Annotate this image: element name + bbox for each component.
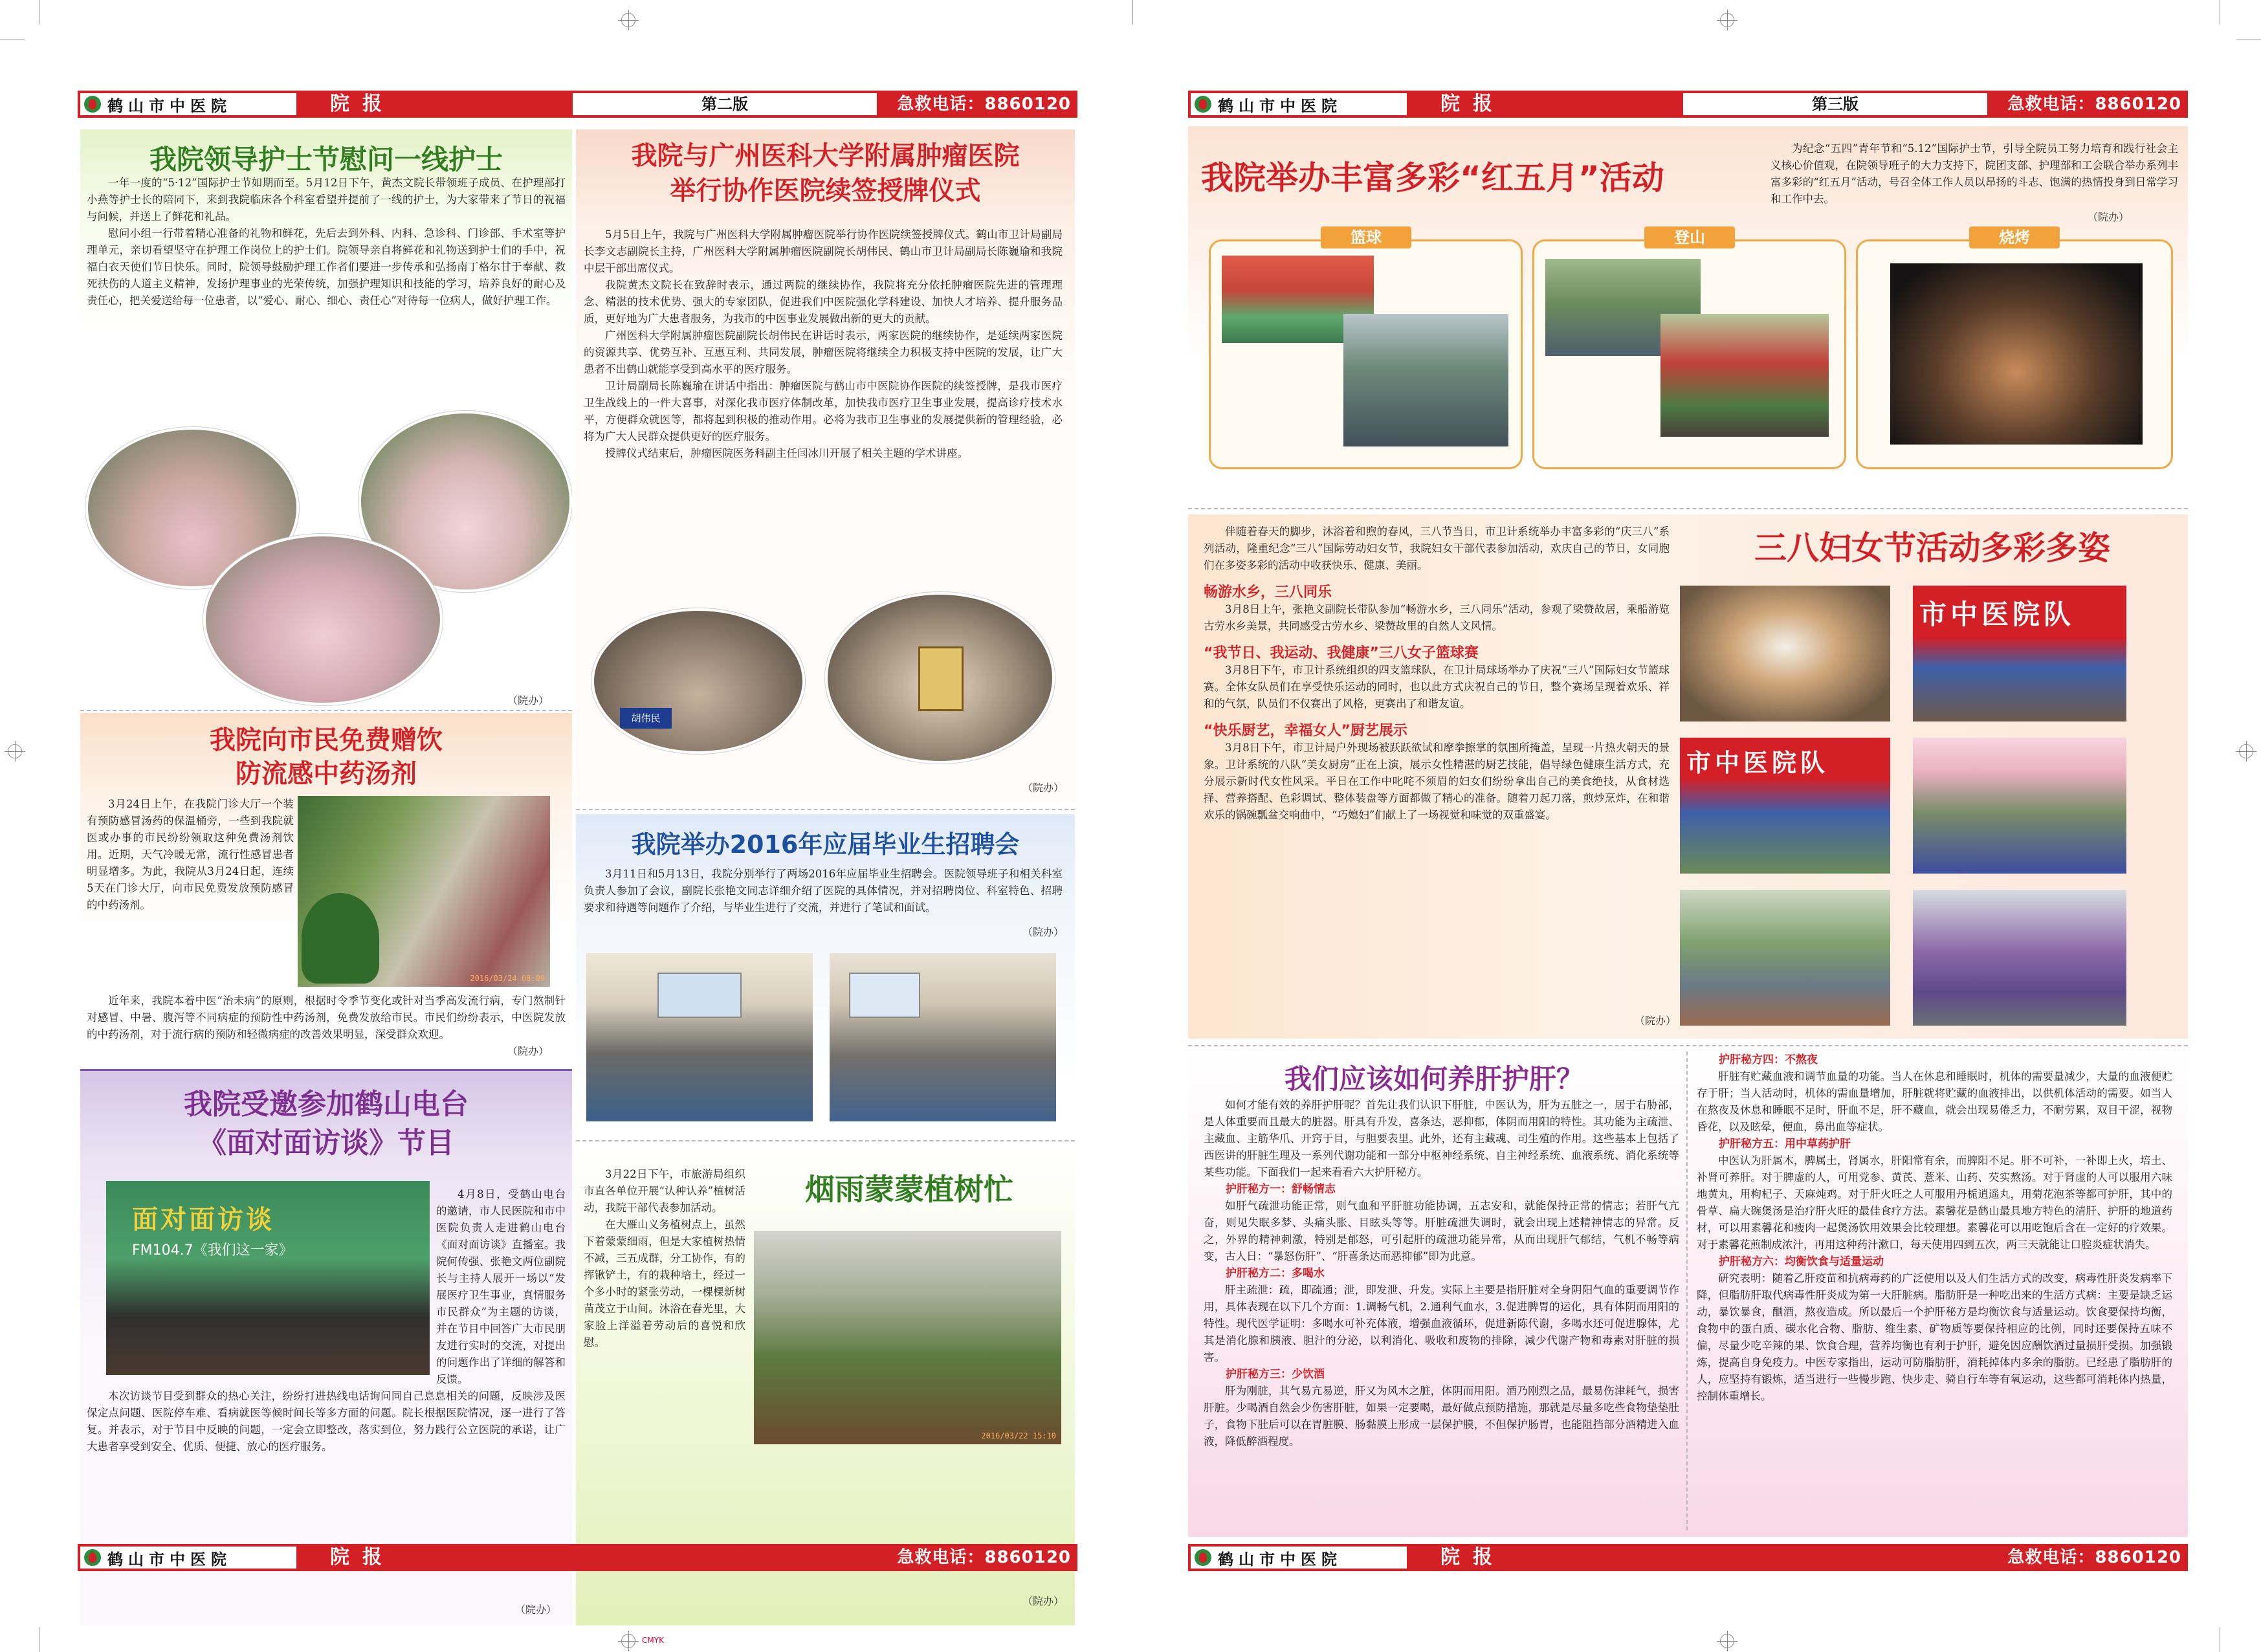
photo-signing — [591, 608, 805, 754]
paper-name: 院报 — [330, 93, 395, 115]
article-title: 我院与广州医科大学附属肿瘤医院 举行协作医院续签授牌仪式 — [631, 141, 1020, 206]
photo-timestamp: 2016/03/24 08:09 — [470, 974, 545, 983]
photo-recruit-exam — [830, 953, 1056, 1121]
section-heading: 畅游水乡，三八同乐 — [1204, 584, 1332, 600]
page-3 — [1188, 91, 2188, 1572]
cmyk-mark: CMYK — [642, 1636, 664, 1645]
photo-team-banner — [1913, 586, 2126, 721]
section-heading: “我节日、我运动、我健康”三八女子篮球赛 — [1204, 645, 1479, 661]
article-body: 3月22日下午，市旅游局组织市直各单位开展“认种认养”植树活动，我院干部代表参加活动。 在大雁山义务植树点上，虽然下着蒙蒙细雨，但是大家植树热情不减，三五成群，分工协作，有的挥锹铲土，有的栽种培土，经过一个多小时的紧张劳动，一棵棵新树苗茂立于山间。沐浴在春光里，大家脸上洋溢着劳动后的喜悦和欣慰。 — [584, 1168, 745, 1349]
section-heading: 护肝秘方二：多喝水 — [1226, 1267, 1325, 1280]
hospital-logo: 鹤山市中医院 — [1191, 93, 1407, 115]
panel-tag: 登山 — [1644, 226, 1735, 248]
emergency-phone: 急救电话：8860120 — [897, 1548, 1071, 1567]
article-body-col1: 如何才能有效的养肝护肝呢？首先让我们认识下肝脏，中医认为，肝为五脏之一，居于右胁部，是人体重要而且最大的脏器。肝具有升发，喜条达，恶抑郁，体阴而用阳的特性。其功能为主疏泄、主藏血、主筋华爪、开窍于目，与胆要表里。此外，还有主藏魂、司生殖的作用。这些基本上包括了西医讲的肝脏生理及一系列代谢功能和一部分中枢神经系统、自主神经系统、血液系统、消化系统等某些功能。下面我们一起来看看六大护肝秘方。 护肝秘方一：舒畅情志 如肝气疏泄功能正常，则气血和平肝脏功能协调，五志安和，就能保持正常的情志；若肝气亢奋，则见失眠多梦、头痛头胀、目眩头等等。肝脏疏泄失调时，就会出现上述精神情志的异常。反之，外界的精神刺激，特别是郁怒，可引起肝的疏泄功能异常，从而出现肝气郁结，气机不畅等病变，古人日：“暴怒伤肝”、“肝喜条达而恶抑郁”即为此意。 护肝秘方二：多喝水 肝主疏泄：疏，即疏通；泄，即发泄、升发。实际上主要是指肝脏对全身阴阳气血的重要调节作用，具体表现在以下几个方面：1.调畅气机，2.通利气血水，3.促进脾胃的运化，具有体阴而用阳的特性。现代医学证明：多喝水可补充体液，增强血液循环，促进新陈代谢，多喝水还可促进腺体，尤其是消化腺和胰液、胆汁的分泌，以利消化、吸收和废物的排除，减少代谢产物和毒素对肝脏的损害。 护肝秘方三：少饮酒 肝为刚脏，其气易亢易逆，肝又为风木之脏，体阴而用阳。酒乃刚烈之品，最易伤津耗气，损害肝脏。少喝酒自然会少伤害肝脏，如果一定要喝，最好做点预防措施，那就是尽量多吃些食物垫垫肚子，食物下肚后可以在胃脏膜、肠黏膜上形成一层保护膜，不但保护肠胃，也能阻挡部分酒精进入血液，降低醉酒程度。 — [1204, 1099, 1679, 1448]
photo-plaque — [825, 592, 1055, 764]
article-title: 我们应该如何养肝护肝？ — [1284, 1063, 1583, 1095]
divider — [1686, 1052, 1688, 1530]
footer-blank — [573, 1547, 877, 1569]
panel-tag: 篮球 — [1321, 226, 1411, 248]
plant-icon — [302, 893, 379, 984]
paper-name: 院报 — [330, 1546, 395, 1569]
section-heading: 护肝秘方五：用中草药护肝 — [1719, 1138, 1851, 1151]
article-title: 我院向市民免费赠饮 防流感中药汤剂 — [210, 725, 443, 789]
divider — [576, 1140, 1075, 1141]
article-body: 5月5日上午，我院与广州医科大学附属肿瘤医院举行协作医院续签授牌仪式。鹤山市卫计局副局长李文志副院长主持，广州医科大学附属肿瘤医院副院长胡伟民、鹤山市卫计局副局长陈巍瑜和我院中层干部出席仪式。 我院黄杰文院长在致辞时表示，通过两院的继续协作，我院将充分依托肿瘤医院先进的管理理念、精湛的技术优势、强大的专家团队，促进我们中医院强化学科建设、加快人才培养、提升服务品质，更好地为广大患者服务，为我市的中医事业发展做出新的更大的贡献。 广州医科大学附属肿瘤医院副院长胡伟民在讲话时表示，两家医院的继续协作，是延续两家医院的资源共享、优势互补、互惠互利、共同发展，肿瘤医院将继续全力积极支持中医院的发展，让广大患者不出鹤山就能享受到高水平的医疗服务。 卫计局副局长陈巍瑜在讲话中指出：肿瘤医院与鹤山市中医院协作医院的续签授牌，是我市医疗卫生战线上的一件大喜事，对深化我市医疗体制改革，加快我市医疗卫生事业发展，提高诊疗技术水平，方便群众就医等，都将起到积极的推动作用。必将为我市卫生事业的发展提供新的管理经验，必将为广大人民群众提供更好的医疗服务。 授牌仪式结束后，肿瘤医院医务科副主任闫冰川开展了相关主题的学术讲座。 — [584, 228, 1063, 459]
hospital-emblem-icon — [1195, 1549, 1211, 1566]
emergency-phone: 急救电话：8860120 — [2007, 1548, 2181, 1567]
hospital-logo: 鹤山市中医院 — [80, 1547, 296, 1569]
article-source: （院办） — [515, 1603, 557, 1616]
hospital-emblem-icon — [84, 1549, 101, 1566]
page-footer — [78, 1544, 1077, 1571]
article-title: 我院举办丰富多彩“红五月”活动 — [1201, 159, 1664, 197]
hospital-emblem-icon — [84, 96, 101, 113]
section-heading: “快乐厨艺，幸福女人”厨艺展示 — [1204, 723, 1407, 739]
divider — [1188, 508, 2188, 509]
registration-mark — [1720, 1634, 1734, 1648]
article-womens-day — [1188, 514, 2188, 1039]
photo-basketball-match — [1680, 890, 1890, 1026]
photo-tree-planting — [754, 1231, 1061, 1444]
article-recruit — [576, 814, 1075, 1138]
photo-bbq — [1890, 263, 2143, 445]
article-source: （院办） — [2088, 211, 2130, 223]
article-body: 为纪念“五四”青年节和“5.12”国际护士节，引导全院员工努力培育和践行社会主义核心价值观，在院领导班子的大力支持下，院团支部、护理部和工会联合举办系列丰富多彩的“红五月”活动，号召全体工作人员以昂扬的斗志、饱满的热情投身到日常学习和工作中去。 — [1770, 142, 2178, 205]
banner-text: 市中医院队 — [1919, 599, 2075, 630]
divider — [80, 710, 572, 711]
article-body: 一年一度的“5·12”国际护士节如期而至。5月12日下午，黄杰文院长带领班子成员、在护理部打小燕等护士长的陪同下，来到我院临床各个科室看望并提前了一线的护士，为大家带来了节日的祝福与问候，并送上了鲜花和礼品。 慰问小组一行带着精心准备的礼物和鲜花，先后去到外科、内科、急诊科、门诊部、手术室等护理单元，亲切看望坚守在护理工作岗位上的护士们。院领导亲自将鲜花和礼物送到护士们的手中，祝福白衣天使们节日快乐。同时，院领导鼓励护理工作者们要进一步传承和弘扬南丁格尔甘于奉献、救死扶伤的人道主义精神，发扬护理事业的光荣传统，加强护理知识和技能的学习，培养良好的耐心及责任心，把关爱送给每一位患者，以“爱心、耐心、细心、责任心”对待每一位病人，做好护理工作。 — [87, 177, 566, 307]
article-title: 我院领导护士节慰问一线护士 — [149, 144, 503, 175]
registration-mark — [2239, 744, 2253, 758]
edition-label: 第二版 — [573, 93, 877, 115]
section-heading: 护肝秘方一：舒畅情志 — [1226, 1183, 1336, 1196]
studio-subtitle: FM104.7《我们这一家》 — [132, 1242, 293, 1259]
edition-label: 第三版 — [1683, 93, 1987, 115]
photo-medicine-hall — [298, 796, 550, 987]
panel-tag: 烧烤 — [1969, 226, 2060, 248]
projector-screen — [657, 973, 742, 1018]
paper-name: 院报 — [1440, 93, 1505, 115]
photo-recruit-hall — [586, 953, 813, 1121]
photo-basketball-team-purple — [1913, 890, 2126, 1026]
article-cooperation — [576, 129, 1075, 802]
page-header — [78, 91, 1077, 118]
hospital-emblem-icon — [1195, 96, 1211, 113]
page-header — [1188, 91, 2188, 118]
section-heading: 护肝秘方三：少饮酒 — [1226, 1368, 1325, 1381]
studio-sign: 面对面访谈 — [132, 1205, 274, 1235]
article-body: 伴随着春天的脚步，沐浴着和煦的春风，三八节当日，市卫计系统举办丰富多彩的“庆三八”系列活动，隆重纪念“三八”国际劳动妇女节，我院妇女干部代表参加活动，欢庆自己的节日，女同胞们在多姿多彩的活动中收获快乐、健康、美丽。 畅游水乡，三八同乐 3月8日上午，张艳文副院长带队参加“畅游水乡，三八同乐”活动，参观了梁赞故居，乘船游览古劳水乡美景，共同感受古劳水乡、梁赞故里的自然人文风情。 “我节日、我运动、我健康”三八女子篮球赛 3月8日下午，市卫计系统组织的四支篮球队，在卫计局球场举办了庆祝“三八”国际妇女节篮球赛。全体女队员们在享受快乐运动的同时，也以此方式庆祝自己的节日，整个赛场呈现着欢乐、祥和的气氛，队员们不仅赛出了风格，更赛出了和谐友谊。 “快乐厨艺，幸福女人”厨艺展示 3月8日下午，市卫计局户外现场被跃跃欲试和摩拳擦掌的氛围所掩盖，呈现一片热火朝天的景象。卫计系统的八队“美女厨房”正在上演，展示女性精湛的厨艺技能，倡导绿色健康生活方式，充分展示新时代女性风采。平日在工作中叱咤不须眉的妇女们纷纷拿出自己的美食绝技，从食材选择、营养搭配、色彩调试、整体装盘等方面都做了精心的准备。随着刀起刀落，煎炒烹炸，在和谐欢乐的锅碗瓢盆交响曲中，“巧媳妇”们献上了一场视觉和味觉的双重盛宴。 — [1204, 525, 1670, 821]
article-source: （院办） — [1022, 1595, 1064, 1607]
page-2 — [78, 91, 1077, 1616]
article-title: 我院受邀参加鹤山电台 《面对面访谈》节目 — [184, 1088, 469, 1160]
article-free-medicine — [80, 713, 572, 1066]
section-heading: 护肝秘方六：均衡饮食与适量运动 — [1719, 1255, 1884, 1268]
article-liver-care — [1188, 1052, 2188, 1537]
projector-screen — [849, 973, 920, 1018]
article-source: （院办） — [507, 1045, 549, 1057]
article-body-col1: 3月24日上午，在我院门诊大厅一个装有预防感冒汤药的保温桶旁，一些到我院就医或办事的市民纷纷领取这种免费汤剂饮用。近期，天气冷暖无常，流行性感冒患者明显增多。为此，我院从3月24日起，连续5天在门诊大厅，向市民免费发放预防感冒的中药汤剂。 — [87, 798, 294, 911]
registration-mark — [1720, 13, 1734, 27]
section-heading: 护肝秘方四：不熬夜 — [1719, 1053, 1818, 1066]
hospital-logo: 鹤山市中医院 — [80, 93, 296, 115]
registration-mark — [621, 13, 635, 27]
article-body: 3月11日和5月13日，我院分别举行了两场2016年应届毕业生招聘会。医院领导班子和相关科室负责人参加了会议，副院长张艳文同志详细介绍了医院的具体情况，并对招聘岗位、科室特色、招聘要求和待遇等问题作了介绍，与毕业生进行了交流，并进行了笔试和面试。 — [584, 868, 1063, 914]
article-body: 4月8日，受鹤山电台的邀请，市人民医院和市中医院负责人走进鹤山电台《面对面访谈》直播室。我院何传强、张艳文两位副院长与主持人展开一场以“发展医疗卫生事业，真情服务市民群众”为主题的访谈，并在节目中回答广大市民朋友进行实时的交流，对提出的问题作出了详细的解答和反馈。 本次访谈节目受到群众的热心关注，纷纷打进热线电话询问同自己息息相关的问题，反映涉及医保定点问题、医院停车难、看病就医等候时间长等多方面的问题。院长根据医院情况，逐一进行了答复。并表示，对于节目中反映的问题，一定会立即整改，落实到位，努力践行公立医院的承诺，让广大患者享受到安全、优质、便捷、放心的医疗服务。 — [87, 1188, 566, 1453]
emergency-phone: 急救电话：8860120 — [2007, 94, 2181, 114]
article-red-may — [1188, 126, 2188, 501]
article-title: 三八妇女节活动多彩多姿 — [1754, 529, 2110, 567]
article-title: 烟雨蒙蒙植树忙 — [805, 1172, 1013, 1207]
photo-timestamp: 2016/03/22 15:10 — [981, 1431, 1056, 1440]
emergency-phone: 急救电话：8860120 — [897, 94, 1071, 114]
divider — [1188, 1045, 2188, 1046]
paper-name: 院报 — [1440, 1546, 1505, 1569]
photo-group-pink — [1913, 738, 2126, 874]
page-footer — [1188, 1544, 2188, 1571]
photo-cooking-dishes — [1680, 586, 1890, 721]
crop-mark — [1132, 0, 1133, 25]
article-nurse-day — [80, 129, 572, 709]
registration-mark — [621, 1634, 635, 1648]
plaque-icon — [918, 646, 964, 711]
article-source: （院办） — [1022, 926, 1064, 938]
footer-blank — [1683, 1547, 1987, 1569]
photo-cooking-team — [1680, 738, 1890, 874]
article-source: （院办） — [507, 694, 549, 707]
article-title: 我院举办2016年应届毕业生招聘会 — [631, 830, 1020, 859]
photo-nurse-group — [203, 534, 443, 705]
article-body-col2: 护肝秘方四：不熬夜 肝脏有贮藏血液和调节血量的功能。当人在休息和睡眠时，机体的需要量减少，大量的血液便贮存于肝；当人活动时，机体的需血量增加，肝脏就将贮藏的血液排出，以供机体活动的需要。如当人在熬夜及休息和睡眠不足时，肝血不足，肝不藏血，就会出现易倦乏力，不耐劳累，双目干涩，视物昏花，以及眩晕，便血，鼻出血等症状。 护肝秘方五：用中草药护肝 中医认为肝属木，脾属土，肾属水，肝阳常有余，而脾阳不足。肝不可补，一补即上火，培土、补肾可养肝。对于脾虚的人，可用党参、黄芪、薏米、山药、芡实熬汤。对于肾虚的人可以服用六味地黄丸，用枸杞子、天麻炖鸡。对于肝火旺之人可服用丹栀逍遥丸，用菊花泡茶等都可护肝，其中的骨草、扁大碗煲汤是治疗肝火旺的最佳食疗方法。素馨花是鹤山最具地方特色的清肝、护肝的地道药材，可以用素馨花和瘦肉一起煲汤饮用效果会比较理想。素馨花可以用吃饱后含在一定好的疗效果。对于素馨花煎制成浓汁，再用这种药汁漱口，每天使用四到五次，两三天就能让口腔炎症状消失。 护肝秘方六：均衡饮食与适量运动 研究表明：随着乙肝疫苗和抗病毒药的广泛使用以及人们生活方式的改变，病毒性肝炎发病率下降，但脂肪肝取代病毒性肝炎成为第一大肝脏病。脂肪肝是一种吃出来的生活方式病：主要是缺乏运动，暴饮暴食，酗酒，熬夜造成。所以最后一个护肝秘方是均衡饮食与适量运动。饮食要保持均衡，食物中的蛋白质、碳水化合物、脂肪、维生素、矿物质等要保持相应的比例，同时还要保持五味不偏，尽量少吃辛辣的果、饮食合理，营养均衡也有利于护肝，避免因应酬饮酒过量损肝受损。加强锻炼，提高自身免疫力。中医专家指出，运动可防脂肪肝，消耗掉体内多余的脂肪。已经患了脂肪肝的人，应坚持有锻炼，适当进行一些慢步跑、快步走、骑自行车等有氧运动，这些都可消耗体内热量，控制体重增长。 — [1697, 1052, 2172, 1405]
article-body-col2: 近年来，我院本着中医“治未病”的原则，根据时令季节变化或针对当季高发流行病，专门熬制针对感冒、中暑、腹泻等不同病症的预防性中药汤剂，免费发放给市民。市民们纷纷表示，中医院发放的中药汤剂，对于流行病的预防和轻微病症的改善效果明显，深受群众欢迎。 — [87, 995, 566, 1041]
hospital-logo: 鹤山市中医院 — [1191, 1547, 1407, 1569]
photo-hiking-banner — [1660, 314, 1829, 437]
divider — [576, 809, 1075, 810]
nameplate: 胡伟民 — [620, 708, 672, 729]
banner-text: 市中医院队 — [1686, 749, 1829, 777]
article-source: （院办） — [1635, 1015, 1677, 1027]
article-source: （院办） — [1022, 782, 1064, 794]
photo-basketball-court — [1343, 314, 1508, 446]
registration-mark — [8, 744, 22, 758]
article-tv-interview — [80, 1069, 572, 1625]
